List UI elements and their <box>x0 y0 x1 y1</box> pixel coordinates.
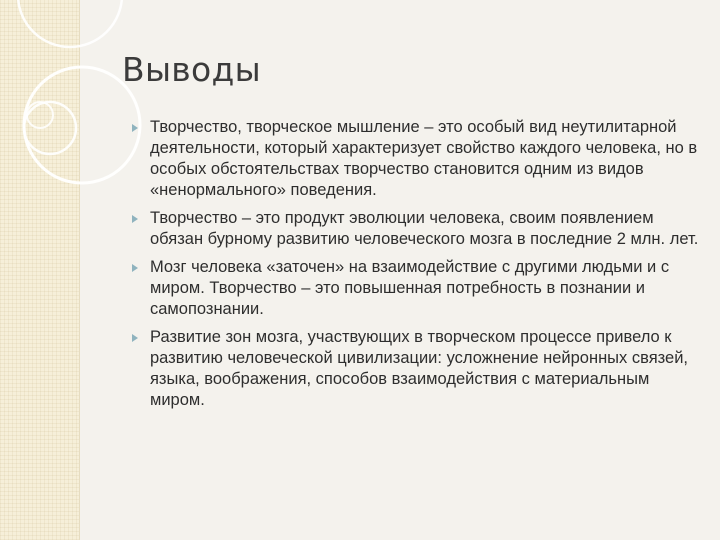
bullet-item <box>130 257 700 320</box>
bullet-text: Развитие зон мозга, участвующих в творческом процессе привело к развитию человеческой цивилизации: усложнение нейронных связей, языка, воображения, способов взаимодействия с материальным миром. <box>150 328 688 409</box>
bullet-text: Мозг человека «заточен» на взаимодействие с другими людьми и с миром. Творчество – это повышенная потребность в познании и самопознании. <box>150 258 670 318</box>
bullet-text: Творчество – это продукт эволюции человека, своим появлением обязан бурному развитию человеческого мозга в последние 2 млн. лет. <box>150 209 699 248</box>
bullet-marker-icon <box>132 334 138 342</box>
bullet-item <box>130 117 700 201</box>
bullet-text: Творчество, творческое мышление – это особый вид неутилитарной деятельности, который характеризует свойство каждого человека, но в особых обстоятельствах творчество становится одним из видов «ненормального» поведения. <box>150 118 698 199</box>
bullet-item <box>130 208 700 250</box>
bullet-item <box>130 327 700 411</box>
slide-title: Выводы <box>122 50 262 89</box>
bullet-marker-icon <box>132 264 138 272</box>
bullet-marker-icon <box>132 124 138 132</box>
decorative-left-band <box>0 0 80 540</box>
bullet-marker-icon <box>132 215 138 223</box>
bullet-list <box>130 117 700 418</box>
band-divider <box>79 0 80 540</box>
